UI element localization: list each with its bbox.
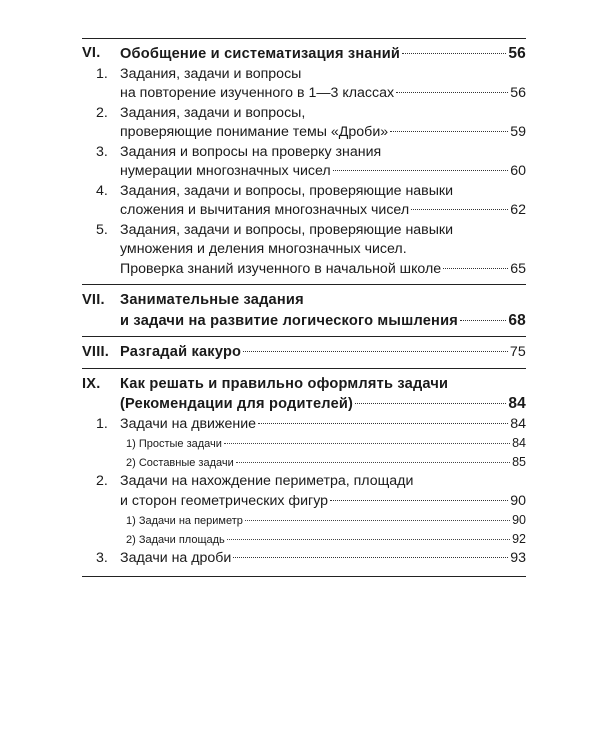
page-number: 62 [510,202,526,218]
chapter-title: и задачи на развитие логического мышления [120,312,458,329]
toc-entry [82,472,526,511]
entry-number: 3. [96,550,108,566]
section-divider [82,368,526,369]
entry-text: Задания, задачи и вопросы, проверяющие навыки [120,182,454,199]
toc-entry [82,65,526,104]
page-number: 93 [510,550,526,566]
toc-entry [82,549,526,569]
page-number: 65 [510,260,526,277]
page-number: 84 [512,436,526,450]
subentry-text: 1) Простые задачи [126,438,222,450]
chapter-8-heading [82,343,526,363]
entry-text: на повторение изученного в 1—3 классах [120,85,395,101]
page-number: 90 [510,492,526,509]
chapter-title: Занимательные задания [120,292,304,308]
entry-text: умножения и деления многозначных чисел. [120,241,407,257]
entry-number: 1. [96,415,108,432]
page-number: 75 [509,344,526,360]
top-rule [82,38,526,39]
page-number: 56 [510,85,526,101]
toc-entry [82,182,526,221]
toc-subentry [82,511,526,530]
page-number: 90 [512,513,526,527]
toc-entry [82,415,526,435]
toc-entry [82,143,526,182]
section-divider [82,576,526,577]
toc-subentry [82,530,526,549]
entry-text: сложения и вычитания многозначных чисел [120,202,410,218]
entry-text: Задачи на движение [120,415,257,432]
subentry-text: 1) Задачи на периметр [126,515,243,527]
entry-text: и сторон геометрических фигур [120,492,329,509]
page-number: 68 [508,311,526,329]
entry-number: 5. [96,221,108,238]
chapter-title: Как решать и правильно оформлять задачи [120,375,449,392]
chapter-title: Разгадай какуро [120,344,242,360]
entry-text: Задания, задачи и вопросы, [120,104,306,121]
entry-text: Задачи на дроби [120,550,232,566]
entry-text: Задания, задачи и вопросы, проверяющие навыки [120,221,454,238]
page-number: 84 [508,395,526,412]
subentry-text: 2) Задачи площадь [126,534,225,546]
entry-text: Задания, задачи и вопросы [120,65,302,82]
page-number: 84 [510,415,526,432]
chapter-number: VII. [82,292,105,308]
section-divider [82,284,526,285]
entry-text: нумерации многозначных чисел [120,163,331,179]
table-of-contents [82,44,526,583]
chapter-number: VI. [82,45,101,61]
toc-entry [82,104,526,143]
page-number: 59 [510,124,526,140]
chapter-6-heading [82,44,526,65]
chapter-9-heading [82,375,526,415]
entry-number: 3. [96,143,108,160]
page-number: 85 [512,455,526,469]
toc-entry [82,221,526,280]
entry-text: Проверка знаний изученного в начальной школе [120,260,442,277]
toc-subentry [82,434,526,453]
chapter-title: Обобщение и систематизация знаний [120,46,401,62]
chapter-7-heading [82,291,526,331]
page-number: 60 [510,163,526,179]
chapter-number: VIII. [82,344,109,360]
entry-number: 4. [96,182,108,199]
chapter-number: IX. [82,375,101,392]
entry-text: Задачи на нахождение периметра, площади [120,473,414,489]
page-number: 92 [512,532,526,546]
toc-subentry [82,453,526,472]
entry-number: 2. [96,104,108,121]
entry-number: 1. [96,65,108,82]
chapter-title: (Рекомендации для родителей) [120,396,354,412]
subentry-text: 2) Составные задачи [126,457,234,469]
entry-number: 2. [96,473,108,489]
entry-text: Задания и вопросы на проверку знания [120,143,382,160]
page-number: 56 [508,45,526,62]
entry-text: проверяющие понимание темы «Дроби» [120,124,389,140]
section-divider [82,336,526,337]
